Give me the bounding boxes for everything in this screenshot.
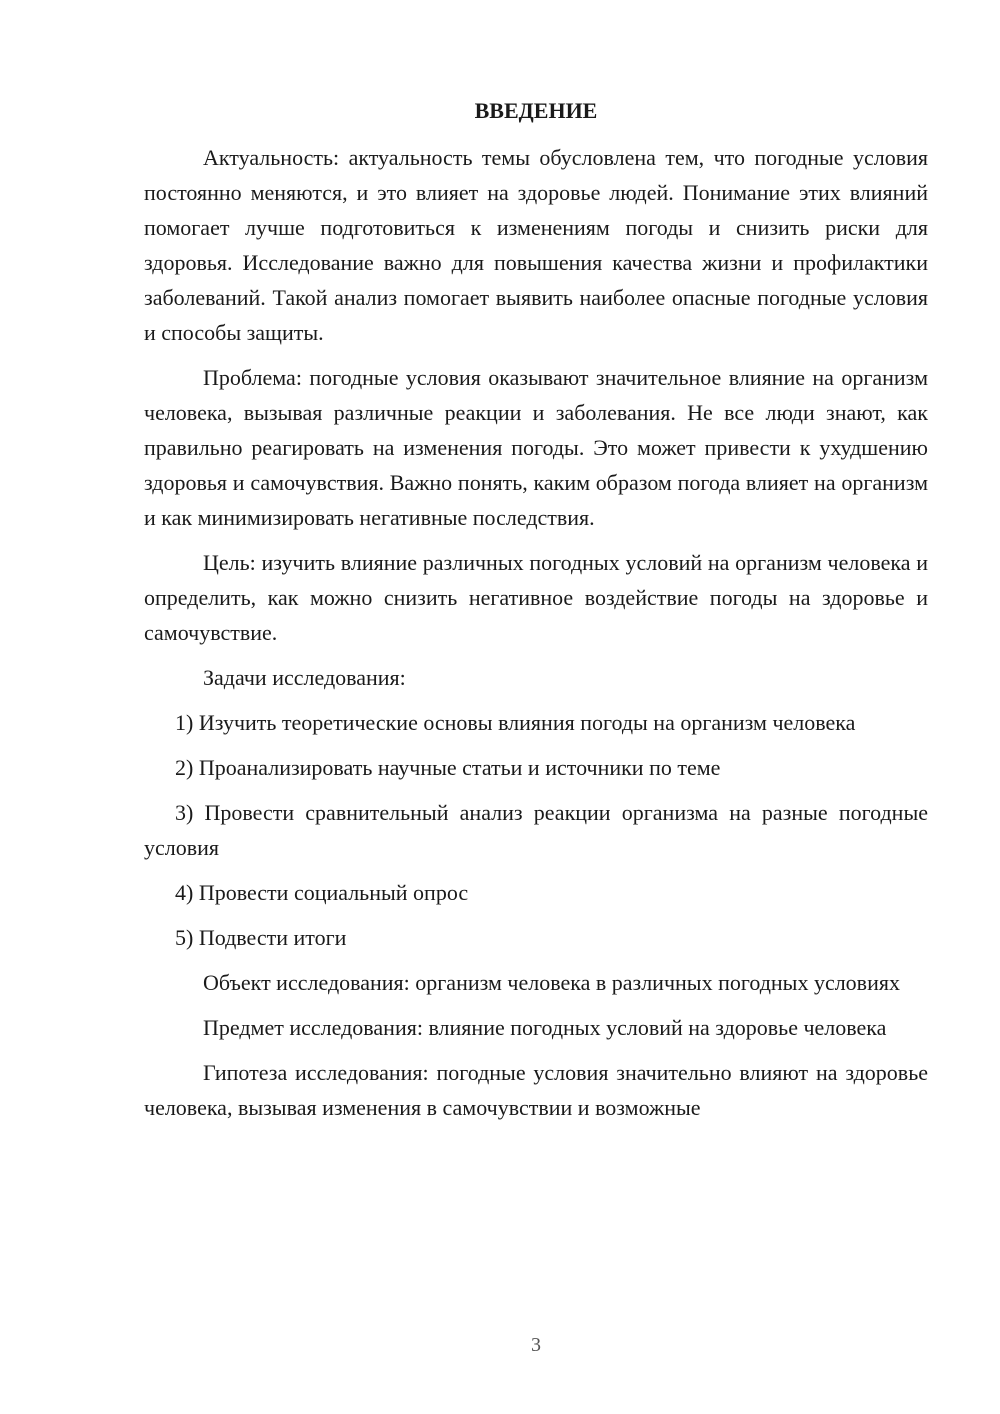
goal-paragraph: Цель: изучить влияние различных погодных условий на организм человека и определить, как можно снизить негативное воздействие погоды на здоровье и самочувствие. bbox=[144, 550, 928, 645]
task-item-5: 5) Подвести итоги bbox=[175, 925, 347, 950]
relevance-paragraph: Актуальность: актуальность темы обусловлена тем, что погодные условия постоянно меняются, и это влияет на здоровье людей. Понимание этих влияний помогает лучше подготовиться к изменениям погоды и снизить риски для здоровья. Исследование важно для повышения качества жизни и профилактики заболеваний. Такой анализ помогает выявить наиболее опасные погодные условия и способы защиты. bbox=[144, 145, 928, 345]
object-paragraph: Объект исследования: организм человека в различных погодных условиях bbox=[203, 970, 900, 995]
section-heading: ВВЕДЕНИЕ bbox=[474, 98, 598, 123]
tasks-title: Задачи исследования: bbox=[203, 665, 406, 690]
task-item-1: 1) Изучить теоретические основы влияния погоды на организм человека bbox=[175, 710, 856, 735]
page-content bbox=[144, 96, 928, 1135]
subject-paragraph: Предмет исследования: влияние погодных условий на здоровье человека bbox=[203, 1015, 887, 1040]
page-number: 3 bbox=[531, 1334, 541, 1356]
task-item-2: 2) Проанализировать научные статьи и источники по теме bbox=[175, 755, 721, 780]
problem-paragraph: Проблема: погодные условия оказывают значительное влияние на организм человека, вызывая различные реакции и заболевания. Не все люди знают, как правильно реагировать на изменения погоды. Это может привести к ухудшению здоровья и самочувствия. Важно понять, каким образом погода влияет на организм и как минимизировать негативные последствия. bbox=[144, 365, 928, 530]
task-item-4: 4) Провести социальный опрос bbox=[175, 880, 469, 905]
task-item-3: 3) Провести сравнительный анализ реакции организма на разные погодные условия bbox=[144, 800, 928, 860]
hypothesis-paragraph: Гипотеза исследования: погодные условия значительно влияют на здоровье человека, вызывая изменения в самочувствии и возможные bbox=[144, 1060, 928, 1120]
